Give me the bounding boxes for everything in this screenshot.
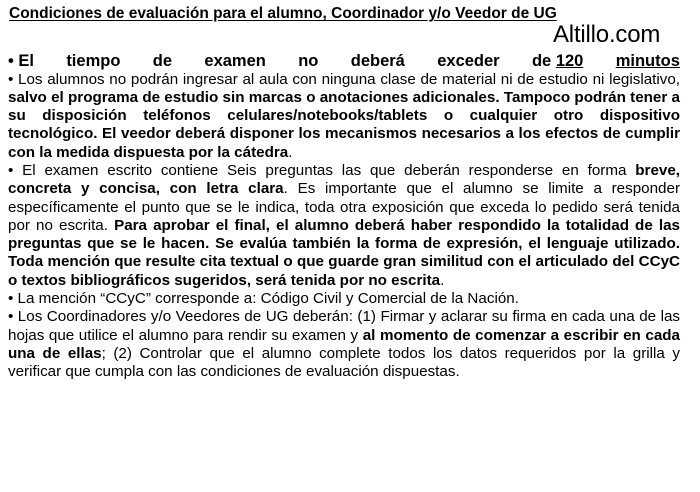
- line1-word: • El: [8, 52, 34, 70]
- duration-unit: minutos: [615, 52, 680, 70]
- line1-word: de: [531, 52, 552, 70]
- text-segment: . Es importante que el alumno se limite a responder específicamente el punto que se le indica, toda otra exposición que exceda lo pedido será tenida por no escrita.: [8, 180, 681, 234]
- text-segment: • Los alumnos no podrán ingresar al aula con ninguna clase de material ni de estudio ni legislativo,: [8, 70, 680, 88]
- document-title: Condiciones de evaluación para el alumno, Coordinador y/o Veedor de UG: [9, 5, 557, 22]
- line1-word: deberá: [350, 52, 405, 70]
- document-body: [8, 52, 680, 382]
- line1-word: exceder: [437, 52, 500, 70]
- text-segment: .: [440, 271, 445, 289]
- bold-segment: salvo el programa de estudio sin marcas o anotaciones adicionales. Tampoco podrán tener a su disposición teléfonos celulares/notebooks/tablets o cualquier otro dispositivo tecnológico. El veedor deberá disponer los mecanismos necesarios a los efectos de cumplir con la medida dispuesta por la cátedra: [8, 88, 680, 161]
- text-segment: • El examen escrito contiene Seis preguntas las que deberán responderse en forma: [8, 161, 636, 179]
- bold-segment: al momento de comenzar a escribir en cada una de ellas: [8, 326, 680, 362]
- line1-word: examen: [204, 52, 266, 70]
- text-segment: • Los Coordinadores y/o Veedores de UG deberán: (1) Firmar y aclarar su firma en cada una de las hojas que utilice el alumno para rendir su examen y: [8, 308, 680, 344]
- exam-time-line: [8, 52, 680, 71]
- paragraph-exam-format: [8, 162, 680, 290]
- exam-duration: [532, 52, 583, 71]
- text-segment: ; (2) Controlar que el alumno complete todos los datos requeridos por la grilla y verificar que cumpla con las condiciones de evaluación dispuestas.: [8, 344, 680, 381]
- line1-word: no: [298, 52, 319, 70]
- bold-segment: breve, concreta y concisa, con letra clara: [8, 161, 680, 198]
- duration-value: 120: [555, 52, 584, 70]
- paragraph-coordinators: [8, 308, 680, 381]
- bold-segment: Para aprobar el final, el alumno deberá haber respondido la totalidad de las preguntas que se le hacen. Se evalúa también la forma de expresión, el lenguaje utilizado. Toda mención que resulte cita textual o que guarde gran similitud con el articulado del CCyC o textos bibliográficos sugeridos, será tenida por no escrita: [8, 216, 680, 289]
- line1-word: tiempo: [66, 52, 121, 70]
- line1-word: de: [152, 52, 173, 70]
- paragraph-ccyc: [8, 290, 680, 308]
- watermark-logo: Altillo.com: [553, 21, 661, 48]
- text-segment: .: [288, 143, 293, 161]
- paragraph-materials: [8, 71, 680, 162]
- text-segment: • La mención “CCyC” corresponde a: Código Civil y Comercial de la Nación.: [8, 290, 519, 308]
